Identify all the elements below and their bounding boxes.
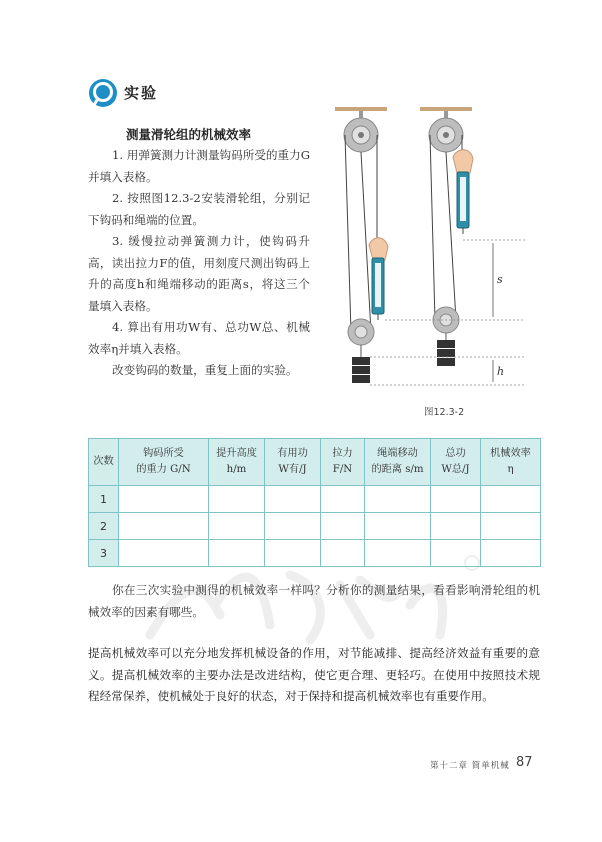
body-paragraph: 提高机械效率可以充分地发挥机械设备的作用，对节能减排、提高经济效益有重要的意义。提高机械效率的主要办法是改进结构，使它更合理、更轻巧。在使用中按照技术规程经常保养，使机械处于良好的状态，对于保持和提高机械效率也有重要作用。 <box>88 646 540 703</box>
experiment-title: 测量滑轮组的机械效率 <box>126 127 252 142</box>
table-row <box>89 540 541 567</box>
weights-right <box>437 340 455 366</box>
header-pull-force: 拉力 F/N <box>321 439 365 486</box>
page-number: 87 <box>516 755 533 770</box>
discussion-question: 你在三次实验中测得的机械效率一样吗？分析你的测量结果，看看影响滑轮组的机械效率的因素有哪些。 <box>88 583 540 619</box>
row-number: 2 <box>89 513 119 540</box>
step-2: 2. 按照图12.3-2安装滑轮组，分别记下钩码和绳端的位置。 <box>88 191 310 227</box>
header-rope-distance: 绳端移动 的距离 s/m <box>365 439 431 486</box>
hand-left <box>369 238 388 260</box>
step-4: 4. 算出有用功W有、总功W总、机械效率η并填入表格。 <box>88 320 310 356</box>
header-efficiency: 机械效率 η <box>481 439 541 486</box>
hand-right <box>453 150 473 173</box>
table-row <box>89 486 541 513</box>
step-3: 3. 缓慢拉动弹簧测力计，使钩码升高，读出拉力F的值，用刻度尺测出钩码上升的高度h和绳端移动的距离s，将这三个量填入表格。 <box>88 234 310 313</box>
weights-left <box>352 357 370 383</box>
step-1: 1. 用弹簧测力计测量钩码所受的重力G并填入表格。 <box>88 148 310 184</box>
movable-pulley-right <box>433 307 459 340</box>
experiment-steps <box>88 145 310 382</box>
ceiling-beam-left <box>335 107 387 111</box>
header-useful-work: 有用功 W有/J <box>265 439 321 486</box>
table-header-row <box>89 439 541 486</box>
ceiling-beam-right <box>420 107 472 111</box>
header-total-work: 总功 W总/J <box>431 439 481 486</box>
step-repeat: 改变钩码的数量，重复上面的实验。 <box>112 363 298 377</box>
header-height: 提升高度 h/m <box>209 439 265 486</box>
chapter-footer: 第十二章 简单机械 <box>430 761 510 771</box>
figure-caption: 图12.3-2 <box>424 407 465 418</box>
measurement-table <box>88 438 541 567</box>
movable-pulley-left <box>348 319 374 357</box>
table-row <box>89 513 541 540</box>
row-number: 1 <box>89 486 119 513</box>
experiment-label: 实验 <box>124 84 159 102</box>
experiment-icon <box>88 78 118 108</box>
label-s: s <box>497 273 503 286</box>
spring-scale-left <box>372 258 384 320</box>
spring-scale-right <box>457 172 469 234</box>
fixed-pulley-right <box>429 111 463 152</box>
fixed-pulley-left <box>344 111 378 152</box>
header-trial: 次数 <box>89 439 119 486</box>
pulley-illustration <box>325 95 530 395</box>
label-h: h <box>497 365 505 378</box>
row-number: 3 <box>89 540 119 567</box>
header-weight: 钩码所受 的重力 G/N <box>119 439 209 486</box>
